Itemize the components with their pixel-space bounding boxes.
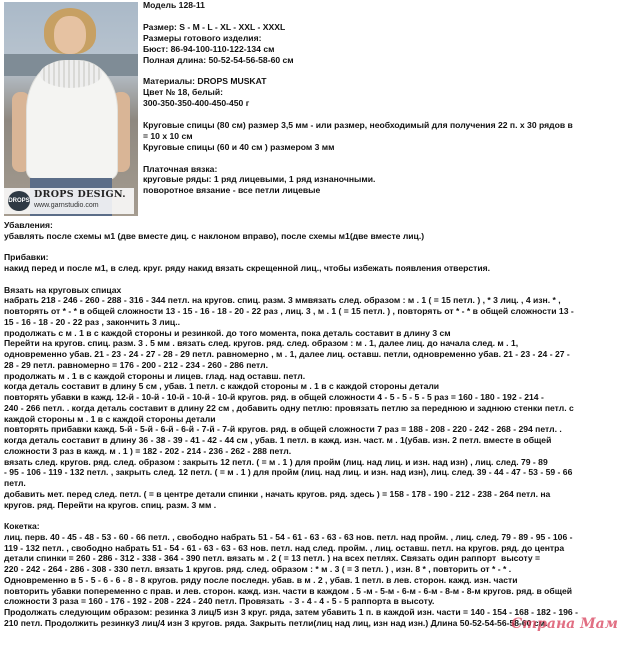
- body-line: Вязать на круговых спицах: [4, 284, 122, 295]
- header-line: Размеры готового изделия:: [143, 32, 262, 43]
- body-line: продолжать м . 1 в с каждой стороны и лицев. глад. над оставш. петл.: [4, 370, 306, 381]
- watermark: Страна Мам: [511, 616, 618, 633]
- photo-yoke: [40, 60, 102, 88]
- header-line: Материалы: DROPS MUSKAT: [143, 76, 267, 87]
- body-line: Одновременно в 5 - 5 - 6 - 6 - 8 - 8 кругов. ряду после последн. убав. в м . 2 , убав. 1 петл. в лев. сторон. кажд. изн. части: [4, 574, 518, 585]
- drops-design-logo: [4, 188, 134, 214]
- body-line: 119 - 132 петл. , свободно набрать 51 - 54 - 61 - 63 - 63 - 63 нов. петл. над след. пройм. , лиц. оставш. петл. на кругов. ряд. до центра: [4, 542, 565, 553]
- body-line: набрать 218 - 246 - 260 - 288 - 316 - 344 петл. на кругов. спиц. разм. 3 ммвязать след. образом : м . 1 ( = 15 петл. ) , * 3 лиц. , 4 изн. * ,: [4, 295, 561, 306]
- body-line: 210 петл. Продолжить резинку3 лиц/4 изн 3 кругов. ряда. Закрыть петли(лиц над лиц, изн над изн.) Длина 50-52-54-56-58-60 см.: [4, 617, 548, 628]
- body-line: кругов. ряд. Перейти на кругов. спиц. разм. 3 мм .: [4, 499, 217, 510]
- body-line: Перейти на кругов. спиц. разм. 3 . 5 мм . вязать след. кругов. ряд. след. образом : м . 1, далее лиц. до начала след. м . 1,: [4, 338, 519, 349]
- header-line: поворотное вязание - все петли лицевые: [143, 185, 321, 196]
- body-line: одновременно убав. 21 - 23 - 24 - 27 - 28 - 29 петл. равномерно , м . 1, далее лиц. оставш. петли, одновременно убав. 21 - 23 - 24 - 27 -: [4, 349, 570, 359]
- header-line: Платочная вязка:: [143, 163, 218, 174]
- body-line: Прибавки:: [4, 252, 49, 263]
- header-line: Круговые спицы (80 см) размер 3,5 мм - или размер, необходимый для получения 22 п. х 30 рядов в: [143, 119, 573, 130]
- body-line: 15 - 16 - 18 - 20 - 22 раз , закончить 3 лиц..: [4, 316, 180, 327]
- body-line: когда деталь составит в длину 36 - 38 - 39 - 41 - 42 - 44 см , убав. 1 петл. в кажд. изн. част. м . 1(убав. изн. 2 петл. вместе в общей: [4, 435, 552, 445]
- body-line: Убавления:: [4, 220, 53, 230]
- body-line: убавлять после схемы м1 (две вместе диц. с наклоном вправо), после схемы м1(две вместе лиц.): [4, 230, 425, 241]
- body-line: продолжать с м . 1 в с каждой стороны и резинкой. до того момента, пока деталь составит в длину 3 см: [4, 327, 451, 338]
- body-line: сложности 3 раз в кажд. м . 1 ) = 182 - 202 - 214 - 236 - 262 - 288 петл.: [4, 445, 292, 456]
- header-line: Бюст: 86-94-100-110-122-134 см: [143, 43, 275, 54]
- body-line: когда деталь составит в длину 5 см , убав. 1 петл. с каждой стороны м . 1 в с каждой стороны детали: [4, 381, 440, 392]
- body-line: повторять прибавки кажд. 5-й - 5-й - 6-й - 6-й - 7-й - 7-й кругов. ряд. в общей сложности 7 раз = 188 - 208 - 220 - 242 - 268 - 294 петл. .: [4, 424, 562, 435]
- photo-face: [54, 16, 86, 54]
- body-line: сложности 3 раза = 160 - 176 - 192 - 208 - 224 - 240 петл. Провязать - 3 - 4 - 4 - 5 - 5 раппорта в высоту.: [4, 596, 435, 607]
- model-photo: [4, 2, 138, 216]
- body-line: 240 - 266 петл. . когда деталь составит в длину 22 см , добавить одну петлю: провязать петлю за переднюю и заднюю стенки петл. с: [4, 402, 574, 413]
- header-line: Модель 128-11: [143, 0, 205, 10]
- header-line: Цвет № 18, белый:: [143, 87, 224, 98]
- drops-logo-icon: DROPS: [8, 191, 30, 211]
- body-line: Продолжать следующим образом: резинка 3 лиц/5 изн 3 круг. ряда, затем убавить 1 п. в каждой изн. части = 140 - 154 - 168 - 182 - 196 -: [4, 607, 578, 617]
- header-line: Размер: S - M - L - XL - XXL - XXXL: [143, 21, 286, 32]
- header-line: = 10 х 10 см: [143, 130, 193, 141]
- header-line: 300-350-350-400-450-450 г: [143, 98, 250, 109]
- body-line: вязать след. кругов. ряд. след. образом : закрыть 12 петл. ( = м . 1 ) для пройм (лиц. над лиц. и изн. над изн) , лиц. след. 79 - 89: [4, 456, 548, 467]
- header-line: круговые ряды: 1 ряд лицевыми, 1 ряд изнаночными.: [143, 174, 376, 185]
- body-line: повторить убавки попеременно с прав. и лев. сторон. кажд. изн. части в каждом . 5 -м - 5-м - 6-м - 6-м - 8-м - 8-м кругов. ряд. в общей: [4, 585, 573, 596]
- body-line: добавить мет. перед след. петл. ( = в центре детали спинки , начать кругов. ряд. здесь ) = 158 - 178 - 190 - 212 - 238 - 264 петл. на: [4, 488, 551, 499]
- body-line: каждой стороны м . 1 в с каждой стороны детали: [4, 413, 216, 424]
- body-line: накид перед и после м1, в след. круг. ряду накид вязать скрещенной лиц., чтобы избежать появления отверстия.: [4, 263, 491, 273]
- body-line: 28 - 29 петл. равномерно = 176 - 200 - 212 - 234 - 260 - 286 петл.: [4, 359, 268, 370]
- body-line: лиц. перв. 40 - 45 - 48 - 53 - 60 - 66 петл. , свободно набрать 51 - 54 - 61 - 63 - 63 - 63 нов. петл. над пройм. , лиц. след. 79 - 89 - 95 - 106 -: [4, 531, 573, 542]
- header-line: Круговые спицы (60 и 40 см ) размером 3 мм: [143, 141, 335, 152]
- logo-brand: DROPS DESIGN.: [34, 189, 126, 201]
- body-line: Кокетка:: [4, 521, 40, 531]
- body-line: - 95 - 106 - 119 - 132 петл. , закрыть след. 12 петл. ( = м . 1 ) для пройм (лиц. над лиц. и изн. над изн), лиц. след. 39 - 44 - 47 - 53 - 59 - 66: [4, 467, 573, 478]
- header-line: Полная длина: 50-52-54-56-58-60 см: [143, 54, 294, 65]
- body-line: петл.: [4, 478, 26, 488]
- body-line: 220 - 242 - 264 - 286 - 308 - 330 петл. вязать 1 кругов. ряд. след. образом : * м . 3 ( = 3 петл. ) , изн. 8 * , повторить от * - * .: [4, 564, 512, 574]
- body-line: детали спинки = 260 - 286 - 312 - 338 - 364 - 390 петл. вязать м . 2 ( = 13 петл. ) на всех петлях. Связать один раппорт высоту =: [4, 553, 541, 564]
- logo-url: www.garnstudio.com: [34, 202, 99, 209]
- body-line: повторять убавки в кажд. 12-й - 10-й - 10-й - 10-й - 10-й кругов. ряд. в общей сложности 4 - 5 - 5 - 5 - 5 раз = 160 - 180 - 192 - 214 -: [4, 392, 544, 402]
- body-line: повторять от * - * в общей сложности 13 - 15 - 16 - 18 - 20 - 22 раз , лиц. 3 , м . 1 ( = 15 петл. ) , повторять от * - * в общей сложности 13 -: [4, 306, 574, 316]
